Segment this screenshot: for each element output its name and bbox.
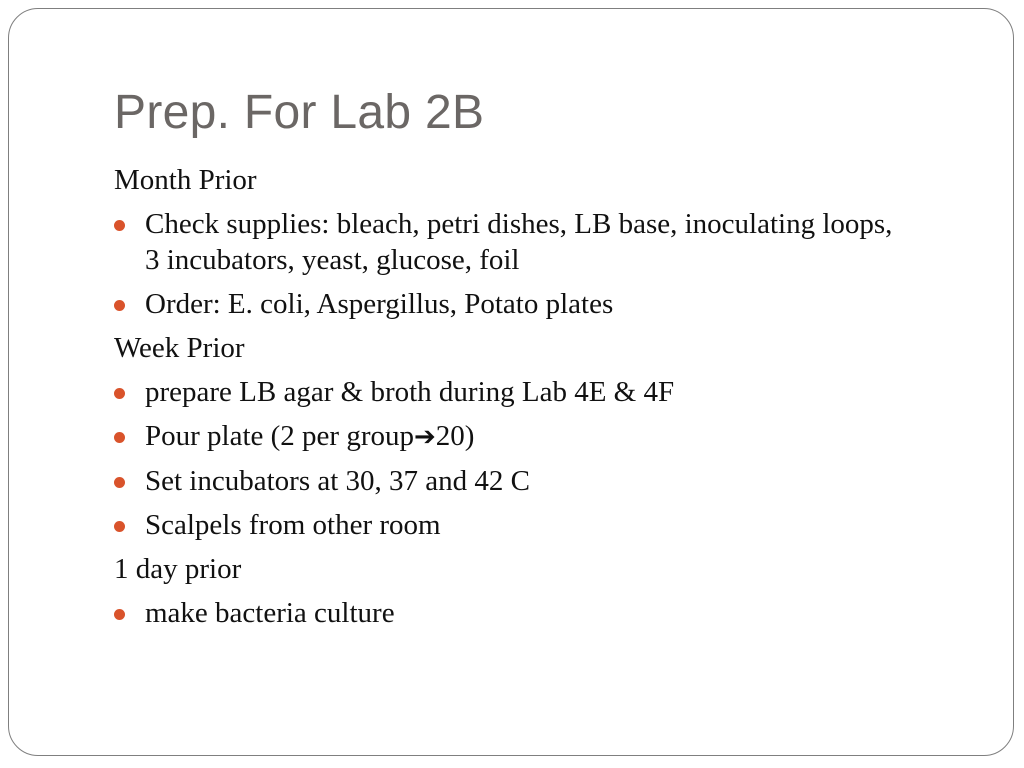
bullet-text: Set incubators at 30, 37 and 42 C bbox=[145, 465, 531, 497]
bullet-dot-icon bbox=[114, 388, 125, 399]
bullet-item-set-incubators bbox=[114, 463, 914, 499]
slide-title: Prep. For Lab 2B bbox=[114, 86, 485, 139]
bullet-item-bacteria-culture bbox=[114, 595, 914, 631]
bullet-dot-icon bbox=[114, 521, 125, 532]
bullet-item-check-supplies bbox=[114, 206, 914, 278]
bullet-text: Check supplies: bleach, petri dishes, LB base, inoculating loops, 3 incubators, yeast, glucose, foil bbox=[145, 208, 893, 276]
bullet-dot-icon bbox=[114, 477, 125, 488]
bullet-item-scalpels bbox=[114, 507, 914, 543]
bullet-text: prepare LB agar & broth during Lab 4E & 4F bbox=[145, 376, 675, 408]
bullet-dot-icon bbox=[114, 432, 125, 443]
bullet-text: make bacteria culture bbox=[145, 597, 395, 629]
section-heading-week-prior: Week Prior bbox=[114, 332, 245, 364]
section-heading-month-prior: Month Prior bbox=[114, 164, 257, 196]
bullet-item-prepare-lb-agar bbox=[114, 374, 914, 410]
bullet-text-after-arrow: 20) bbox=[435, 420, 475, 452]
right-arrow-icon: ➔ bbox=[414, 422, 436, 452]
bullet-dot-icon bbox=[114, 609, 125, 620]
bullet-dot-icon bbox=[114, 300, 125, 311]
bullet-item-order bbox=[114, 286, 914, 322]
bullet-item-pour-plate bbox=[114, 418, 914, 455]
bullet-dot-icon bbox=[114, 220, 125, 231]
slide-body bbox=[114, 162, 914, 639]
bullet-text: Order: E. coli, Aspergillus, Potato plates bbox=[145, 288, 614, 320]
bullet-text: Scalpels from other room bbox=[145, 509, 441, 541]
section-heading-1-day-prior: 1 day prior bbox=[114, 553, 242, 585]
bullet-text-before-arrow: Pour plate (2 per group bbox=[145, 420, 414, 452]
